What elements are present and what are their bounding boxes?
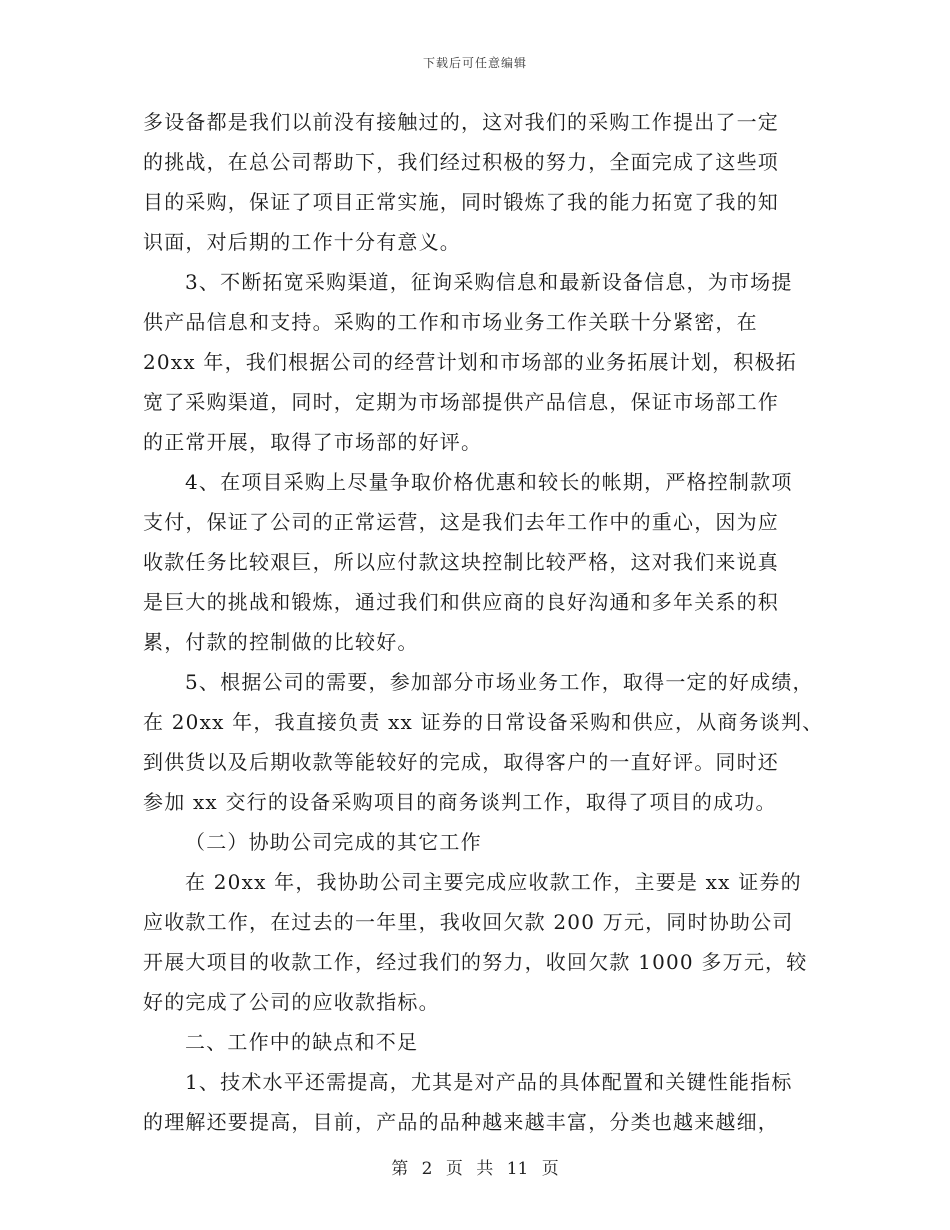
page-header: 下载后可任意编辑 [422, 56, 527, 70]
paragraph-start-line: 4、在项目采购上尽量争取价格优惠和较长的帐期，严格控制款项 [185, 470, 793, 494]
paragraph-start-line: 3、不断拓宽采购渠道，征询采购信息和最新设备信息，为市场提 [185, 270, 793, 294]
section-heading: 二、工作中的缺点和不足 [185, 1030, 419, 1054]
text-line: 20xx 年，我们根据公司的经营计划和市场部的业务拓展计划，积极拓 [143, 350, 797, 374]
text-line: 到供货以及后期收款等能较好的完成，取得客户的一直好评。同时还 [143, 750, 779, 774]
paragraph-start-line: 1、技术水平还需提高，尤其是对产品的具体配置和关键性能指标 [185, 1070, 793, 1094]
text-line: 好的完成了公司的应收款指标。 [143, 990, 440, 1014]
text-line: 累，付款的控制做的比较好。 [143, 630, 419, 654]
text-line: 支付，保证了公司的正常运营，这是我们去年工作中的重心，因为应 [143, 510, 779, 534]
text-line: 的挑战，在总公司帮助下，我们经过积极的努力，全面完成了这些项 [143, 150, 779, 174]
text-line: 的正常开展，取得了市场部的好评。 [143, 430, 483, 454]
text-line: 目的采购，保证了项目正常实施，同时锻炼了我的能力拓宽了我的知 [143, 190, 779, 214]
paragraph-start-line: 5、根据公司的需要，参加部分市场业务工作，取得一定的好成绩， [185, 670, 814, 694]
document-body [143, 102, 833, 1142]
text-line: 收款任务比较艰巨，所以应付款这块控制比较严格，这对我们来说真 [143, 550, 779, 574]
text-line: 是巨大的挑战和锻炼，通过我们和供应商的良好沟通和多年关系的积 [143, 590, 779, 614]
text-line: 在 20xx 年，我直接负责 xx 证券的日常设备采购和供应，从商务谈判、 [143, 710, 824, 734]
page-number: 第 2 页 共 11 页 [391, 1159, 559, 1179]
text-line: 的理解还要提高，目前，产品的品种越来越丰富，分类也越来越细， [143, 1110, 779, 1134]
section-heading: （二）协助公司完成的其它工作 [185, 830, 482, 854]
text-line: 开展大项目的收款工作，经过我们的努力，收回欠款 1000 多万元，较 [143, 950, 808, 974]
text-line: 宽了采购渠道，同时，定期为市场部提供产品信息，保证市场部工作 [143, 390, 779, 414]
text-line: 供产品信息和支持。采购的工作和市场业务工作关联十分紧密，在 [143, 310, 758, 334]
text-line: 多设备都是我们以前没有接触过的，这对我们的采购工作提出了一定 [143, 110, 779, 134]
text-line: 应收款工作，在过去的一年里，我收回欠款 200 万元，同时协助公司 [143, 910, 794, 934]
text-line: 识面，对后期的工作十分有意义。 [143, 230, 461, 254]
paragraph-start-line: 在 20xx 年，我协助公司主要完成应收款工作，主要是 xx 证券的 [185, 870, 802, 894]
text-line: 参加 xx 交行的设备采购项目的商务谈判工作，取得了项目的成功。 [143, 790, 777, 814]
